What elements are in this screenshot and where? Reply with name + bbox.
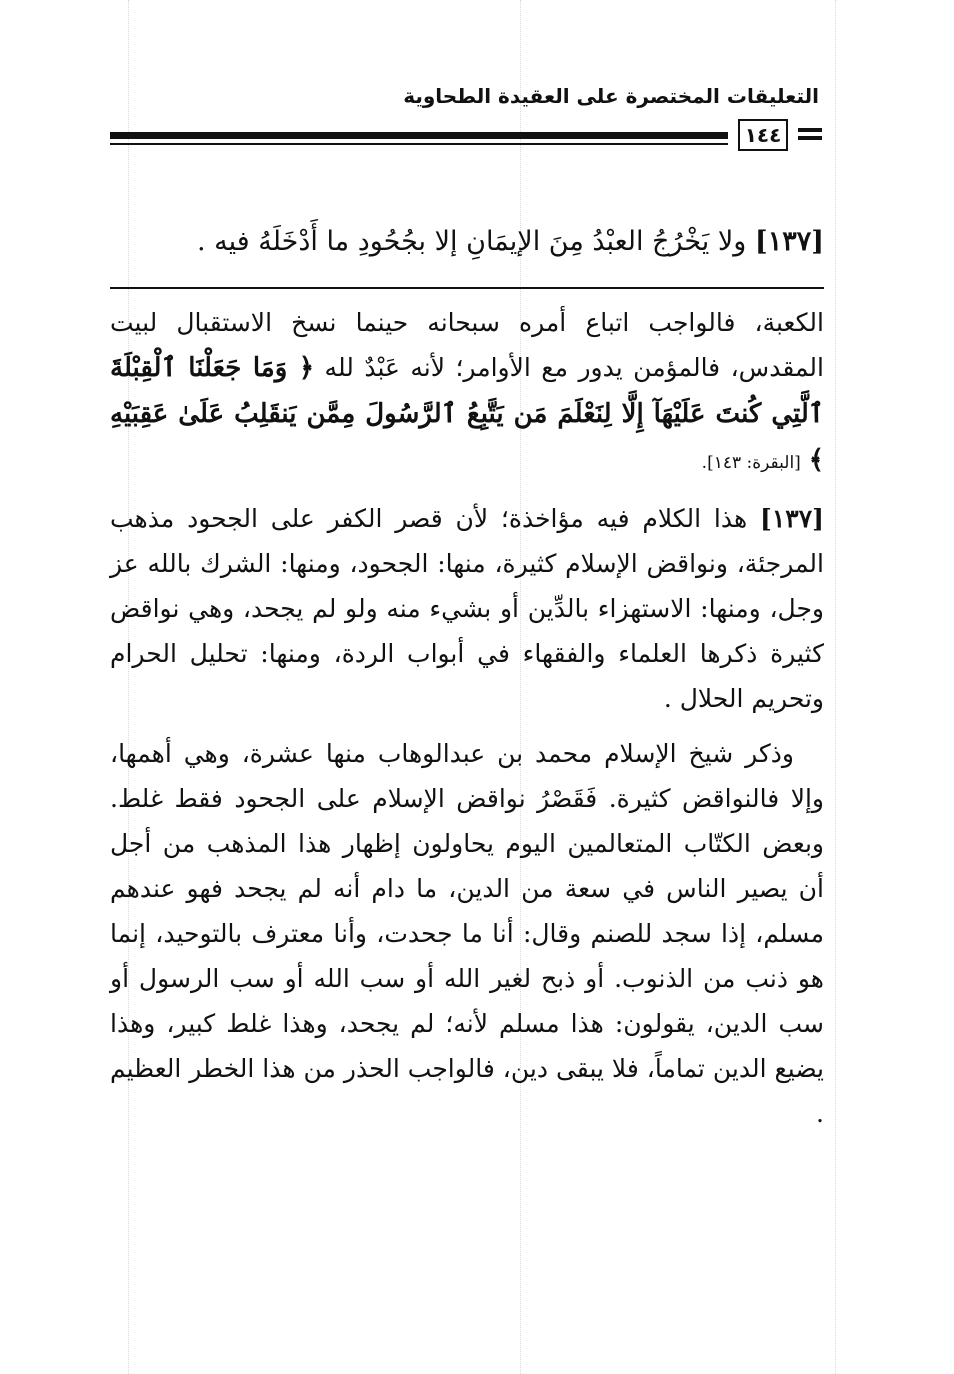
running-header-title: التعليقات المختصرة على العقيدة الطحاوية: [403, 84, 819, 108]
continuation-paragraph: [110, 300, 824, 486]
scan-artifact-line: [835, 0, 836, 1374]
matn-number: [١٣٧]: [754, 226, 824, 257]
commentary-paragraph-1-text: هذا الكلام فيه مؤاخذة؛ لأن قصر الكفر على الجحود مذهب المرجئة، ونواقض الإسلام كثيرة، منها: الجحود، ومنها: الشرك بالله عز وجل، ومنها: الاستهزاء بالدِّين أو بشيء منه ولو لم يجحد، وهي نواقض كثيرة ذكرها العلماء والفقهاء في أبواب الردة، ومنها: تحليل الحرام وتحريم الحلال .: [110, 504, 824, 713]
matn-line: [124, 222, 824, 262]
continuation-text: الكعبة، فالواجب اتباع أمره سبحانه حينما نسخ الاستقبال لبيت المقدس، فالمؤمن يدور مع الأوامر؛ لأنه عَبْدٌ لله: [110, 308, 824, 382]
commentary-body: [110, 300, 824, 1136]
quran-verse: ﴿ وَمَا جَعَلْنَا ٱلْقِبْلَةَ ٱلَّتِي كُنتَ عَلَيْهَآ إِلَّا لِنَعْلَمَ مَن يَتَّبِعُ ٱلرَّسُولَ مِمَّن يَنقَلِبُ عَلَىٰ عَقِبَيْهِ ﴾: [110, 353, 824, 475]
header-rule-thick: [110, 132, 728, 139]
commentary-paragraph-1: [110, 496, 824, 721]
commentary-paragraph-2: وذكر شيخ الإسلام محمد بن عبدالوهاب منها عشرة، وهي أهمها، وإلا فالنواقض كثيرة. فَقَصْرُ نواقض الإسلام على الجحود فقط غلط. وبعض الكتّاب المتعالمين اليوم يحاولون إظهار هذا المذهب من أجل أن يصير الناس في سعة من الدين، ما دام أنه لم يجحد فهو عندهم مسلم، إذا سجد للصنم وقال: أنا ما جحدت، وأنا معترف بالتوحيد، إنما هو ذنب من الذنوب. أو ذبح لغير الله أو سب الله أو سب الرسول أو سب الدين، يقولون: هذا مسلم لأنه؛ لم يجحد، وهذا غلط كبير، وهذا يضيع الدين تماماً، فلا يبقى دين، فالواجب الحذر من هذا الخطر العظيم .: [110, 739, 824, 1128]
verse-reference: [البقرة: ١٤٣].: [701, 453, 801, 473]
matn-text: ولا يَخْرُجُ العبْدُ مِنَ الإيمَانِ إلا بجُحُودِ ما أَدْخَلَهُ فيه .: [196, 226, 747, 257]
commentary-number: [١٣٧]: [760, 504, 824, 533]
matn-separator-rule: [110, 287, 824, 289]
page-number-box: ١٤٤: [738, 119, 788, 151]
header-ornament-bars: [798, 128, 822, 144]
header-rule-thin: [110, 143, 728, 145]
